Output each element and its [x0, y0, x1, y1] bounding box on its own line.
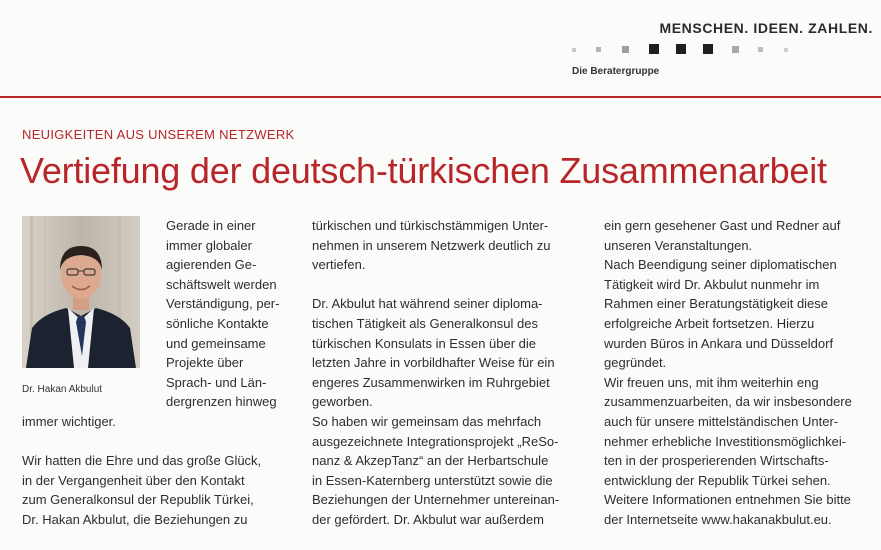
text-line: unseren Veranstaltungen.	[604, 237, 753, 253]
paragraph-gap	[312, 275, 559, 295]
text-line: gegründet.	[604, 355, 667, 371]
text-line: in der Vergangenheit über den Kontakt	[22, 472, 245, 488]
text-line: in Essen-Katernberg unterstützt sowie die	[312, 472, 553, 488]
text-line: schäftswelt werden	[166, 276, 277, 292]
text-line: und gemeinsame	[166, 335, 266, 351]
article-headline: Vertiefung der deutsch-türkischen Zusammenarbeit	[20, 150, 827, 191]
text-line: Wir freuen uns, mit ihm weiterhin eng	[604, 374, 819, 390]
text-line: Wir hatten die Ehre und das große Glück,	[22, 453, 262, 469]
text-line: der gefördert. Dr. Akbulut war außerdem	[312, 511, 544, 527]
text-line: vertiefen.	[312, 257, 366, 273]
text-line: ten in der prosperierenden Wirtschafts-	[604, 453, 829, 469]
text-line: wurden Büros in Ankara und Düsseldorf	[604, 335, 834, 351]
text-line: Tätigkeit wird Dr. Akbulut nunmehr im	[604, 276, 820, 292]
text-line: Dr. Akbulut hat während seiner diploma-	[312, 296, 543, 312]
brand-name: Die Beratergruppe	[572, 66, 660, 77]
photo-caption: Dr. Hakan Akbulut	[22, 384, 103, 395]
text-line: agierenden Ge-	[166, 257, 257, 273]
column-1-text	[22, 412, 261, 530]
text-line: immer globaler	[166, 237, 252, 253]
text-line: zum Generalkonsul der Republik Türkei,	[22, 492, 254, 508]
column-2-text	[312, 216, 559, 530]
text-line: dergrenzen hinweg	[166, 394, 277, 410]
text-line: Gerade in einer	[166, 218, 256, 233]
text-line: immer wichtiger.	[22, 414, 116, 429]
text-line: Weitere Informationen entnehmen Sie bitte	[604, 492, 851, 508]
text-line: Nach Beendigung seiner diplomatischen	[604, 257, 837, 273]
text-line: entwicklung der Republik Türkei sehen.	[604, 472, 831, 488]
text-line: sönliche Kontakte	[166, 315, 269, 331]
intro-column	[166, 216, 279, 412]
text-line: zusammenzuarbeiten, da wir insbesondere	[604, 394, 852, 410]
text-line: erfolgreiche Arbeit fortsetzen. Hierzu	[604, 315, 815, 331]
text-line: geworben.	[312, 394, 373, 410]
text-line: nehmer erhebliche Investitionsmöglichkei-	[604, 433, 847, 449]
text-line: ausgezeichnete Integrationsprojekt „ReSo-	[312, 433, 559, 449]
text-line: letzten Jahre in vorbildhafter Weise für ein	[312, 355, 555, 371]
section-kicker: NEUIGKEITEN AUS UNSEREM NETZWERK	[22, 127, 295, 142]
text-line: Beziehungen der Unternehmer untereinan-	[312, 492, 560, 508]
paragraph-gap	[22, 432, 261, 452]
text-line: Sprach- und Län-	[166, 374, 267, 390]
text-line: Dr. Hakan Akbulut, die Beziehungen zu	[22, 511, 248, 527]
text-line: Verständigung, per-	[166, 296, 280, 312]
text-line: ein gern gesehener Gast und Redner auf	[604, 218, 841, 233]
text-line: tischen Tätigkeit als Generalkonsul des	[312, 315, 538, 331]
text-line: engeres Zusammenwirken im Ruhrgebiet	[312, 374, 550, 390]
text-line: nanz & AkzepTanz“ an der Herbartschule	[312, 453, 549, 469]
portrait-photo	[22, 216, 140, 368]
text-line: türkischen Konsulats in Essen über die	[312, 335, 537, 351]
text-line: nehmen in unserem Netzwerk deutlich zu	[312, 237, 551, 253]
column-3-text	[604, 216, 852, 530]
text-line: auch für unsere mittelständischen Unter-	[604, 413, 839, 429]
text-line: der Internetseite www.hakanakbulut.eu.	[604, 511, 832, 527]
text-line: Projekte über	[166, 355, 244, 371]
slogan: MENSCHEN. IDEEN. ZAHLEN.	[659, 20, 873, 36]
header-rule	[0, 96, 881, 98]
text-line: türkischen und türkischstämmigen Unter-	[312, 218, 549, 233]
text-line: Rahmen einer Beratungstätigkeit diese	[604, 296, 829, 312]
text-line: So haben wir gemeinsam das mehrfach	[312, 413, 542, 429]
